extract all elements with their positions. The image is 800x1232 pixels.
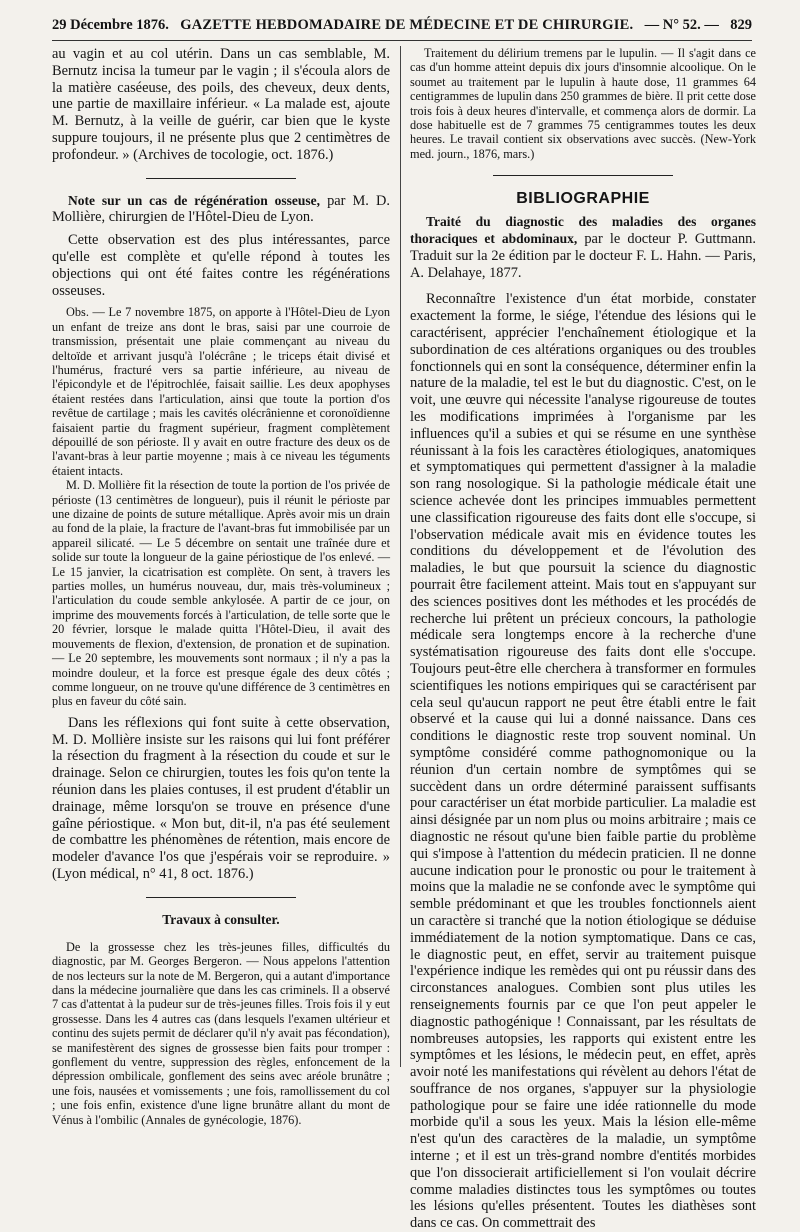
traite-heading	[410, 214, 756, 281]
header-page-number: 829	[730, 16, 752, 33]
header-issue-number: — N° 52. —	[644, 16, 719, 33]
traite-title: Traité du diagnostic des maladies des organes thoraciques et abdominaux,	[410, 214, 756, 247]
bernutz-paragraph: au vagin et au col utérin. Dans un cas semblable, M. Bernutz incisa la tumeur par le vagin ; il s'écoula alors de la matière caséeuse, des poils, des cheveux, deux dents, une partie de maxillaire inférieur. « La malade est, ajoute M. Bernutz, à la veille de guérir, car bien que le kyste suppure toujours, il ne présente plus que 2 centimètres de profondeur. » (Archives de tocologie, oct. 1876.)	[52, 46, 390, 163]
travaux-heading: Travaux à consulter.	[162, 911, 280, 927]
page-header	[52, 10, 752, 41]
left-column	[52, 46, 391, 1127]
review-text: Reconnaître l'existence d'un état morbide, constater exactement la forme, le siége, l'étendue des lésions qui le caractérisent, apprécier l'enchaînement étiologique et la subordination de ces altérations organiques ou des troubles fonctionnels qui en sont la conséquence, déterminer enfin la nature de la maladie, tel est le but du diagnostic. C'est, on le voit, une œuvre qui nécessite l'analyse rigoureuse de toutes les modifications imprimées à l'organisme par les influences qu'il a subies et qui se résume en une synthèse réunissant à la fois les caractères étiologiques, anatomiques et symptomatiques qui permettent d'assigner à la maladie son rang nosologique. Si la pathologie médicale était une science achevée dont les principes immuables permettent une classification rigoureuse des faits dont elle s'occupe, si l'observation médicale avait mis en évidence toutes les conditions du développement et de l'évolution des maladies, le but que poursuit la science du diagnostic pourrait être facilement atteint. Mais tout en s'appuyant sur des sciences positives dont les méthodes et les procédés de recherche lui prêtent un précieux concours, la pathologie médicale sera longtemps encore à la recherche d'une systématisation rigoureuse des faits dont elle s'occupe. Toujours peut-être elle cherchera à transformer en formules scientifiques les notions empiriques qui se caractérisent par cela seul qu'aucun rapport ne peut être établi entre le fait observé et la cause qui lui a donné naissance. Dans ces conditions le diagnostic reste trop souvent nominal. Un symptôme considéré comme pathognomonique ou la réunion d'un certain nombre de symptômes qui se succèdent dans un ordre déterminé paraissent suffisants pour caractériser un état morbide particulier. La maladie est ainsi désignée par un nom plus ou moins arbitraire ; mais ce diagnostic ne résout qu'une bien faible partie du problème qui s'impose à l'attention du médecin praticien. Il ne donne aucune indication pour le pronostic ou pour le traitement à moins que la maladie ne se confonde avec le symptôme qui semble prédominant et que les troubles fonctionnels aient un caractère si tranché que la notion étiologique se déduise immédiatement de la notion symptomatique. Dans ce cas, le diagnostic peut, en effet, servir au traitement puisque l'expérience indique les remèdes qui ont pu réussir dans des circonstances analogues. Combien sont plus utiles les renseignements fournis par ce que l'on peut appeler le diagnostic pathogénique ! Connaissant, par les résultats de nombreuses autopsies, les rapports qui existent entre les symptômes et les lésions, le médecin peut, en effet, après avoir noté les manifestations qui révèlent au dehors l'état de souffrance de nos organes, s'appuyer sur la physiologie pathologique pour se faire une idée rationnelle du mode morbide qu'il a sous les yeux. Mais la lésion elle-même n'est qu'un des caractères de la maladie, un symptôme interne ; et il est un très-grand nombre d'entités morbides que l'on dissocierait artificiellement si l'on voulait décrire comme maladies distinctes tous les symptômes ou toutes les lésions qu'elles présentent. Toutes les diathèses sont dans ce cas. On commettrait des	[410, 291, 756, 1232]
traite-author: par le docteur P. Guttmann. Traduit sur la 2e édition par le docteur F. L. Hahn. — Paris, A. Delahaye, 1877.	[410, 231, 756, 281]
separator-rule	[493, 175, 673, 176]
reflections-paragraph: Dans les réflexions qui font suite à cette observation, M. D. Mollière insiste sur les raisons qui lui font préférer la résection du fragment à la résection du coude et sur le drainage. Selon ce chirurgien, toutes les fois qu'on tente la réunion dans les plaies contuses, il est prudent d'établir un drainage, même lorsqu'on se trouve en présence d'une gaîne périostique. « Mon but, dit-il, n'a pas été seulement de combattre les phénomènes de rétention, mais encore de modeler d'avance l'os que j'espérais voir se reproduire. » (Lyon médical, n° 41, 8 oct. 1876.)	[52, 714, 390, 882]
grossesse-paragraph: De la grossesse chez les très-jeunes filles, difficultés du diagnostic, par M. Georges Bergeron. — Nous appelons l'attention de nos lecteurs sur la note de M. Bergeron, qui a autant d'importance dans la médecine journalière que dans les cas criminels. Il a observé 7 cas d'attentat à la pudeur sur de très-jeunes filles. Trois fois il y eut grossesse. Dans les 4 autres cas (dans lesquels l'examen ultérieur et continu des sujets permit de déclarer qu'il n'y avait pas fécondation), se manifestèrent des signes de grossesse bien faits pour tromper : gonflement du ventre, suppression des règles, enfoncement de la dépression ombilicale, gonflement des seins avec aréole brunâtre ; une fois, nausées et vomissements ; une fois, ramollissement du col ; une fois enfin, existence d'une ligne brunâtre allant du mont de Vénus à l'ombilic (Annales de gynécologie, 1876).	[52, 939, 391, 1127]
separator-rule	[146, 897, 296, 898]
note-title: Note sur un cas de régénération osseuse,	[68, 192, 320, 208]
note-heading	[52, 193, 390, 227]
delirium-paragraph: Traitement du délirium tremens par le lupulin. — Il s'agit dans ce cas d'un homme atteint depuis dix jours d'insomnie alcoolique. On le soumet au traitement par le lupulin à haute dose, 11 grammes 64 centigrammes de lupulin dans 250 grammes de bière. Il prit cette dose trois fois à deux heures d'intervalle, et commença alors de dormir. La dose habituelle est de 7 grammes 75 centigrammes toutes les deux heures. Le travail contient six observations avec succès. (New-York med. journ., 1876, mars.)	[410, 46, 756, 161]
separator-rule	[146, 178, 296, 179]
intro-paragraph: Cette observation est des plus intéressantes, parce qu'elle est complète et qu'elle répond à toutes les objections qui ont été faites contre les régénérations osseuses.	[52, 232, 390, 299]
right-column	[410, 46, 756, 1232]
bibliographie-heading: BIBLIOGRAPHIE	[516, 190, 650, 208]
header-date: 29 Décembre 1876.	[52, 16, 169, 33]
observation-paragraph: Obs. — Le 7 novembre 1875, on apporte à l'Hôtel-Dieu de Lyon un enfant de treize ans dont le bras, saisi par une courroie de transmission, présentait une plaie commençant au niveau du deltoïde et arrivant jusqu'à l'olécrâne ; le triceps était divisé et l'humérus, fracturé vers sa partie inférieure, au niveau de l'épicondyle et de l'épitrochlée, faisait saillie. Les deux apophyses étaient restées dans l'articulation, ainsi que toute la portion d'os revêtue de cartilage ; mais les cavités olécrânienne et coronoïdienne faisaient partie du fragment supérieur, fragment complètement dépouillé de son périoste. Il y avait en outre fracture des deux os de l'avant-bras à leur partie moyenne ; mais à ce niveau les téguments étaient intacts.	[52, 305, 390, 478]
observation-continued: M. D. Mollière fit la résection de toute la portion de l'os privée de périoste (13 centimètres de longueur), puis il réunit le périoste par une dizaine de points de suture métallique. Après avoir mis un drain au fond de la plaie, la fracture de l'avant-bras fut immobilisée par un appareil silicaté. — Le 5 décembre on sentait une traînée dure et solide sur toute la longueur de la gaine périostique de l'os enlevé. — Le 15 janvier, la cicatrisation est complète. On sent, à travers les parties molles, un humérus nouveau, dur, mais très-volumineux ; l'articulation du coude semble ankylosée. A partir de ce jour, on imprime des mouvements forcés à l'articulation, de telle sorte que le 20 février, lorsque le malade quitta l'Hôtel-Dieu, il avait des mouvements de flexion, d'extension, de pronation et de supination. — Le 20 septembre, les mouvements sont normaux ; il n'y a pas la moindre douleur, et la force est presque égale des deux côtés ; comme longueur, on ne trouve qu'une différence de 3 centimètres en plus en faveur du côté sain.	[52, 478, 390, 709]
header-title: GAZETTE HEBDOMADAIRE DE MÉDECINE ET DE CHIRURGIE.	[180, 16, 634, 33]
note-author: par M. D. Mollière, chirurgien de l'Hôtel-Dieu de Lyon.	[52, 192, 390, 226]
column-divider	[400, 46, 401, 1067]
